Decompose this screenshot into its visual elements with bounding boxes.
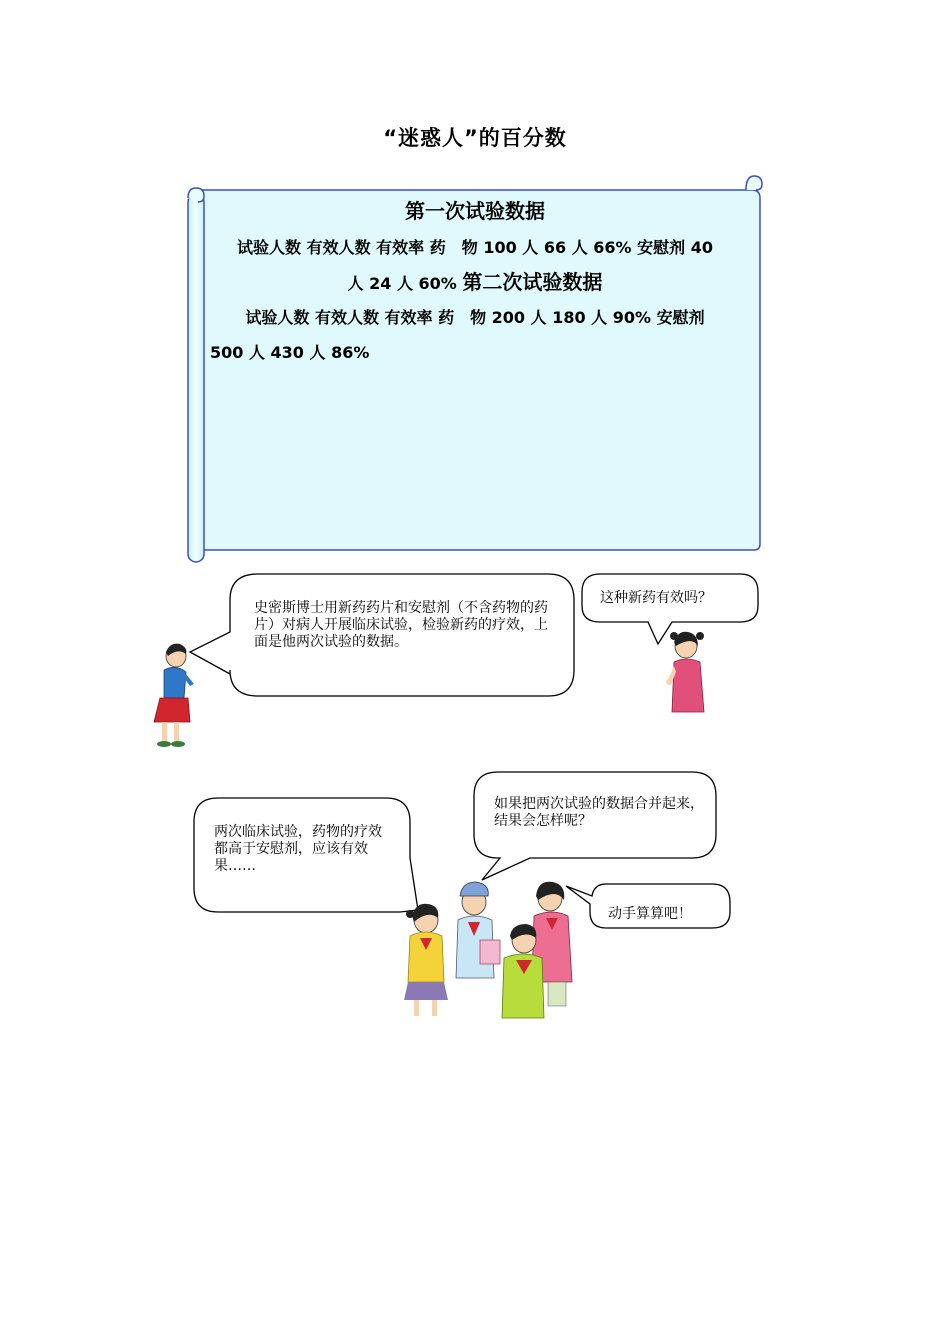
calc-text: 动手算算吧！	[608, 906, 692, 922]
girl-left-illustration	[140, 640, 200, 750]
opinion-text: 两次临床试验，药物的疗效都高于安慰剂，应该有效果……	[214, 824, 382, 874]
narrator-text: 史密斯博士用新药药片和安慰剂（不含药物的药片）对病人开展临床试验，检验新药的疗效，上面是他两次试验的数据。	[254, 600, 548, 650]
combine-text: 如果把两次试验的数据合并起来，结果会怎样呢？	[494, 796, 704, 829]
trial2-data-tail: 500 人 430 人 86%	[210, 343, 370, 362]
page-title: “迷惑人”的百分数	[383, 126, 567, 150]
trial1-data-line: 试验人数 有效人数 有效率 药 物 100 人 66 人 66% 安慰剂 40	[237, 238, 713, 257]
trial2-heading: 第二次试验数据	[462, 270, 603, 294]
children-group-illustration	[396, 870, 584, 1020]
girl-right-illustration	[662, 626, 712, 720]
trial2-data-line: 试验人数 有效人数 有效率 药 物 200 人 180 人 90% 安慰剂	[245, 308, 705, 327]
question-text: 这种新药有效吗？	[600, 590, 712, 606]
trial1-heading: 第一次试验数据	[405, 199, 545, 223]
trial1-data-tail: 人 24 人 60%	[347, 274, 457, 293]
